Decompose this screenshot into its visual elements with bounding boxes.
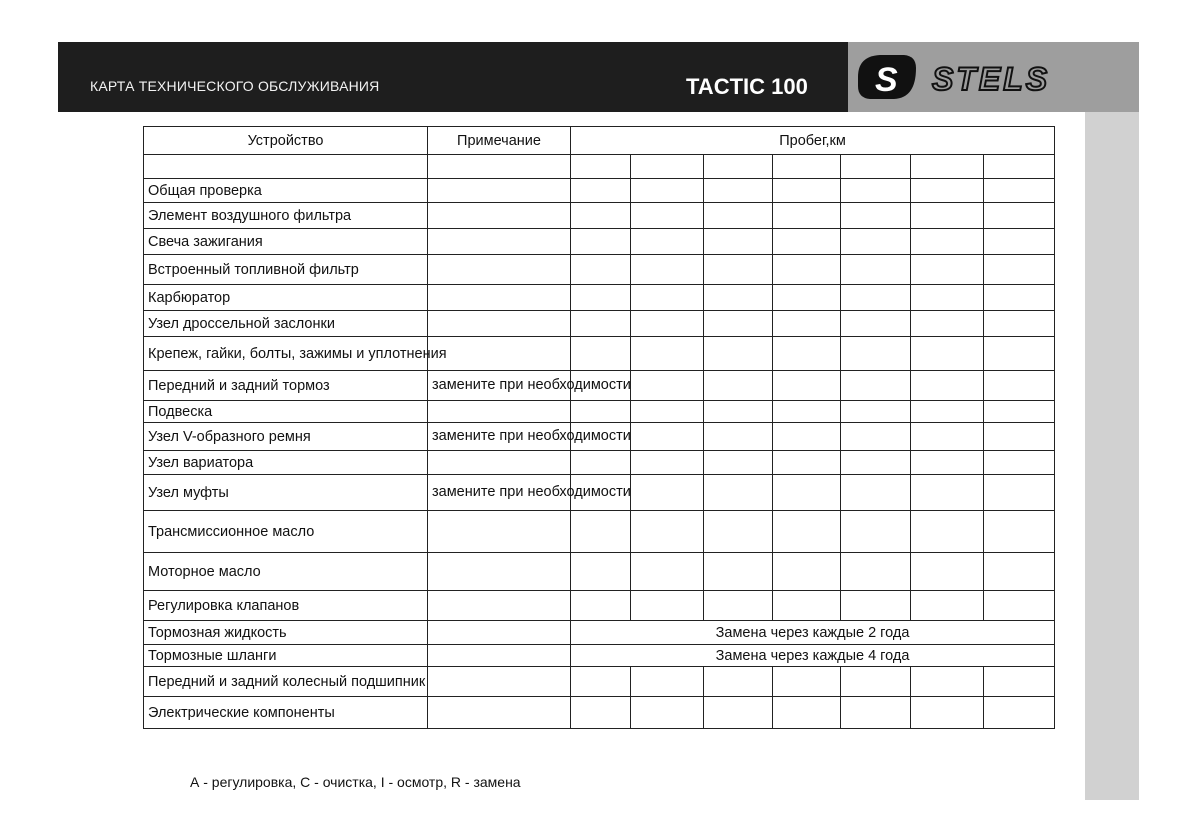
table-row	[144, 179, 1055, 203]
mileage-cell	[773, 155, 841, 179]
col-header-mileage: Пробег,км	[571, 127, 1055, 155]
note-cell	[428, 203, 571, 229]
check-cell	[841, 401, 911, 423]
device-cell: Встроенный топливной фильтр	[144, 255, 428, 285]
check-cell	[984, 591, 1055, 621]
check-cell	[704, 451, 773, 475]
check-cell	[984, 511, 1055, 553]
note-cell	[428, 511, 571, 553]
check-cell	[704, 511, 773, 553]
mileage-cell	[704, 155, 773, 179]
check-cell	[631, 203, 704, 229]
check-cell	[841, 371, 911, 401]
check-cell	[841, 697, 911, 729]
note-cell	[428, 645, 571, 667]
check-cell	[911, 401, 984, 423]
check-cell	[911, 591, 984, 621]
side-strip	[1085, 112, 1139, 800]
device-cell: Узел дроссельной заслонки	[144, 311, 428, 337]
device-cell: Трансмиссионное масло	[144, 511, 428, 553]
brand-logo	[848, 42, 1139, 112]
table-row	[144, 423, 1055, 451]
check-cell	[631, 423, 704, 451]
check-cell	[631, 667, 704, 697]
check-cell	[773, 255, 841, 285]
check-cell	[841, 255, 911, 285]
device-cell: Крепеж, гайки, болты, зажимы и уплотнения	[144, 337, 428, 371]
check-cell	[631, 401, 704, 423]
device-cell: Карбюратор	[144, 285, 428, 311]
interval-cell: Замена через каждые 2 года	[571, 621, 1055, 645]
check-cell	[704, 229, 773, 255]
device-cell: Узел V-образного ремня	[144, 423, 428, 451]
check-cell	[984, 423, 1055, 451]
check-cell	[841, 179, 911, 203]
check-cell	[571, 203, 631, 229]
check-cell	[704, 203, 773, 229]
check-cell	[984, 667, 1055, 697]
check-cell	[984, 337, 1055, 371]
check-cell	[984, 179, 1055, 203]
check-cell	[841, 451, 911, 475]
check-cell	[841, 475, 911, 511]
mileage-cell	[841, 155, 911, 179]
check-cell	[841, 591, 911, 621]
table-row	[144, 371, 1055, 401]
device-cell: Свеча зажигания	[144, 229, 428, 255]
note-cell	[428, 255, 571, 285]
check-cell	[571, 311, 631, 337]
check-cell	[631, 337, 704, 371]
note-cell	[428, 229, 571, 255]
device-cell: Передний и задний тормоз	[144, 371, 428, 401]
device-cell: Узел муфты	[144, 475, 428, 511]
device-cell: Элемент воздушного фильтра	[144, 203, 428, 229]
note-cell	[428, 311, 571, 337]
mileage-cell	[144, 155, 428, 179]
col-header-note: Примечание	[428, 127, 571, 155]
check-cell	[631, 285, 704, 311]
check-cell	[841, 423, 911, 451]
check-cell	[704, 179, 773, 203]
check-cell	[773, 591, 841, 621]
check-cell	[911, 285, 984, 311]
check-cell	[911, 179, 984, 203]
check-cell	[571, 337, 631, 371]
interval-cell: Замена через каждые 4 года	[571, 645, 1055, 667]
mileage-cell	[984, 155, 1055, 179]
check-cell	[704, 311, 773, 337]
mileage-cell	[631, 155, 704, 179]
check-cell	[911, 475, 984, 511]
mileage-cell	[571, 155, 631, 179]
legend: А - регулировка, С - очистка, I - осмотр, R - замена	[190, 774, 521, 790]
check-cell	[984, 285, 1055, 311]
check-cell	[984, 255, 1055, 285]
check-cell	[631, 229, 704, 255]
device-cell: Общая проверка	[144, 179, 428, 203]
check-cell	[773, 203, 841, 229]
check-cell	[571, 667, 631, 697]
check-cell	[773, 451, 841, 475]
check-cell	[773, 423, 841, 451]
check-cell	[911, 371, 984, 401]
check-cell	[773, 311, 841, 337]
check-cell	[984, 371, 1055, 401]
device-cell: Тормозные шланги	[144, 645, 428, 667]
table-row	[144, 337, 1055, 371]
check-cell	[631, 179, 704, 203]
check-cell	[773, 553, 841, 591]
check-cell	[984, 401, 1055, 423]
check-cell	[704, 553, 773, 591]
check-cell	[911, 203, 984, 229]
check-cell	[571, 591, 631, 621]
check-cell	[704, 337, 773, 371]
note-cell: замените при необходимости	[428, 475, 571, 511]
note-cell	[428, 621, 571, 645]
page-title: КАРТА ТЕХНИЧЕСКОГО ОБСЛУЖИВАНИЯ	[90, 78, 380, 94]
stels-logo-icon	[848, 42, 1139, 112]
check-cell	[704, 401, 773, 423]
check-cell	[571, 451, 631, 475]
check-cell	[773, 475, 841, 511]
check-cell	[911, 511, 984, 553]
table-row	[144, 511, 1055, 553]
check-cell	[631, 697, 704, 729]
check-cell	[773, 511, 841, 553]
table-row	[144, 621, 1055, 645]
check-cell	[631, 511, 704, 553]
check-cell	[911, 229, 984, 255]
check-cell	[911, 255, 984, 285]
check-cell	[773, 371, 841, 401]
device-cell: Регулировка клапанов	[144, 591, 428, 621]
note-cell	[428, 285, 571, 311]
check-cell	[704, 423, 773, 451]
table-row	[144, 255, 1055, 285]
check-cell	[631, 311, 704, 337]
check-cell	[911, 423, 984, 451]
note-cell: замените при необходимости	[428, 423, 571, 451]
check-cell	[841, 229, 911, 255]
check-cell	[773, 285, 841, 311]
table-row	[144, 229, 1055, 255]
check-cell	[704, 697, 773, 729]
check-cell	[631, 553, 704, 591]
table-row	[144, 667, 1055, 697]
note-cell: замените при необходимости	[428, 371, 571, 401]
check-cell	[704, 475, 773, 511]
mileage-cell	[428, 155, 571, 179]
table-row	[144, 553, 1055, 591]
note-cell	[428, 553, 571, 591]
table-row	[144, 591, 1055, 621]
check-cell	[704, 667, 773, 697]
check-cell	[571, 553, 631, 591]
check-cell	[911, 697, 984, 729]
model-name: TACTIC 100	[686, 74, 808, 99]
check-cell	[984, 475, 1055, 511]
note-cell	[428, 451, 571, 475]
table-row	[144, 645, 1055, 667]
device-cell: Узел вариатора	[144, 451, 428, 475]
check-cell	[571, 511, 631, 553]
note-cell	[428, 179, 571, 203]
note-cell	[428, 591, 571, 621]
maintenance-table	[143, 126, 1055, 729]
table-row	[144, 697, 1055, 729]
device-cell: Электрические компоненты	[144, 697, 428, 729]
device-cell: Передний и задний колесный подшипник	[144, 667, 428, 697]
check-cell	[571, 179, 631, 203]
check-cell	[773, 229, 841, 255]
note-cell	[428, 337, 571, 371]
check-cell	[773, 697, 841, 729]
check-cell	[631, 475, 704, 511]
check-cell	[571, 229, 631, 255]
check-cell	[984, 229, 1055, 255]
table-row	[144, 285, 1055, 311]
check-cell	[704, 285, 773, 311]
check-cell	[631, 371, 704, 401]
logo-wordmark: STELS	[932, 61, 1051, 97]
check-cell	[984, 697, 1055, 729]
check-cell	[631, 591, 704, 621]
check-cell	[911, 311, 984, 337]
note-cell	[428, 401, 571, 423]
check-cell	[911, 553, 984, 591]
check-cell	[571, 255, 631, 285]
check-cell	[841, 311, 911, 337]
check-cell	[631, 451, 704, 475]
header-row	[144, 127, 1055, 155]
check-cell	[773, 667, 841, 697]
check-cell	[841, 337, 911, 371]
note-cell	[428, 697, 571, 729]
table-row	[144, 475, 1055, 511]
col-header-device: Устройство	[144, 127, 428, 155]
check-cell	[911, 337, 984, 371]
check-cell	[911, 667, 984, 697]
check-cell	[841, 667, 911, 697]
table-row	[144, 401, 1055, 423]
table-row	[144, 451, 1055, 475]
check-cell	[571, 401, 631, 423]
check-cell	[841, 511, 911, 553]
check-cell	[631, 255, 704, 285]
check-cell	[704, 255, 773, 285]
check-cell	[984, 553, 1055, 591]
check-cell	[841, 203, 911, 229]
mileage-values-row	[144, 155, 1055, 179]
check-cell	[841, 285, 911, 311]
note-cell	[428, 667, 571, 697]
check-cell	[984, 451, 1055, 475]
device-cell: Тормозная жидкость	[144, 621, 428, 645]
device-cell: Моторное масло	[144, 553, 428, 591]
check-cell	[984, 203, 1055, 229]
check-cell	[773, 337, 841, 371]
check-cell	[984, 311, 1055, 337]
device-cell: Подвеска	[144, 401, 428, 423]
check-cell	[704, 371, 773, 401]
check-cell	[773, 401, 841, 423]
check-cell	[773, 179, 841, 203]
table-row	[144, 311, 1055, 337]
check-cell	[704, 591, 773, 621]
table-row	[144, 203, 1055, 229]
check-cell	[911, 451, 984, 475]
check-cell	[841, 553, 911, 591]
check-cell	[571, 285, 631, 311]
check-cell	[571, 697, 631, 729]
mileage-cell	[911, 155, 984, 179]
svg-text:S: S	[875, 61, 898, 99]
